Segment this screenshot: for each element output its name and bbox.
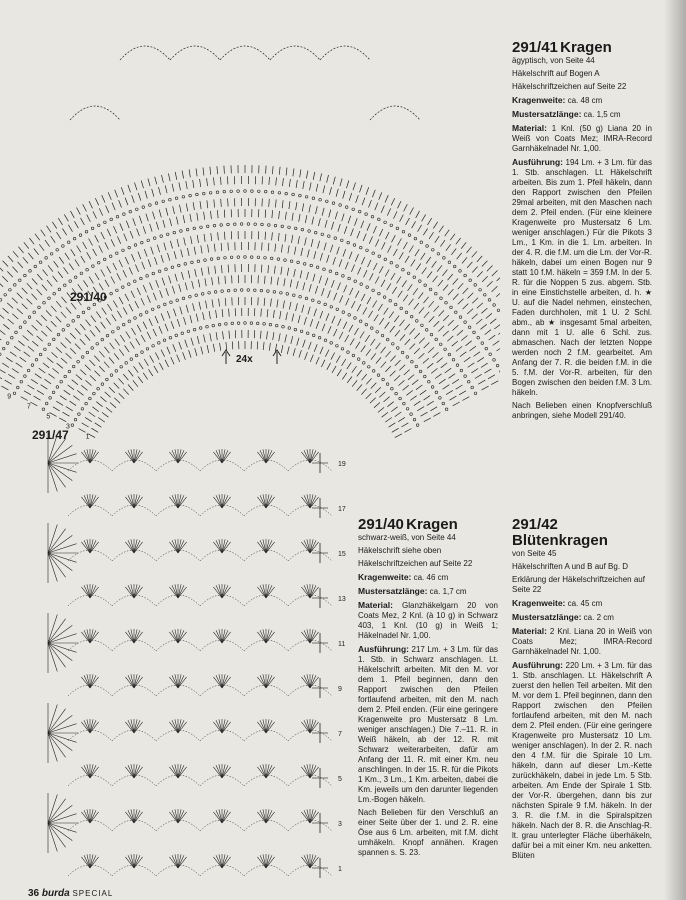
row-number: 7 [338,731,342,738]
pattern-reference: Häkelschrift siehe oben [358,546,442,555]
instructions-label: Ausführung: [512,660,563,670]
row-number: 5 [46,413,51,421]
fan-row [48,703,342,763]
stitch-row [42,289,448,411]
size-label: Kragenweite: [512,95,566,105]
material-label: Material: [358,600,393,610]
repeat-marker: 24x [236,354,253,365]
fan-row [68,674,342,698]
repeat-value: ca. 1,7 cm [429,587,467,596]
row-number: 3 [66,423,70,431]
repeat-value: ca. 2 cm [583,613,614,622]
pattern-reference: Häkelschriften A und B auf Bg. D [512,562,629,571]
page-footer [28,888,113,899]
stitch-row [0,190,500,371]
fan-row [48,613,345,673]
fan-row [68,584,346,608]
size-label: Kragenweite: [512,598,566,608]
size-label: Kragenweite: [358,572,412,582]
row-number: 19 [338,461,346,468]
closing-note: Nach Belieben einen Knopfverschluß anbringen, siehe Modell 291/40. [512,401,652,420]
fan-row [68,854,342,878]
instructions-label: Ausführung: [358,644,409,654]
repeat-label: Mustersatzlänge: [512,612,582,622]
page-edge-shadow [664,0,686,900]
row-number: 3 [338,821,342,828]
size-value: ca. 48 cm [567,96,603,105]
repeat-label: Mustersatzlänge: [512,109,582,119]
article-number: 291/40 [358,516,404,533]
size-value: ca. 46 cm [413,573,449,582]
material-text: Glanzhäkelgarn 20 von Coats Mez, 2 Knl. (à 10 g) in Schwarz 403, 1 Knl. (10 g) in Weiß 1; Häkelnadel Nr. 1,00. [358,601,498,640]
fan-row [48,433,346,493]
row-number: 9 [338,686,342,693]
article-title: Blütenkragen [512,532,608,549]
instructions-label: Ausführung: [512,157,563,167]
collar-diagram-291-47 [48,433,346,878]
page-number: 36 [28,888,40,899]
article-subtitle: schwarz-weiß, von Seite 44 [358,533,456,542]
article-number: 291/42 [512,516,558,533]
material-text: 2 Knl. Liana 20 in Weiß von Coats Mez; IMRA-Record Garnhäkelnadel Nr. 1,00. [512,627,652,656]
row-number: 9 [7,393,12,401]
stitch-row [0,198,500,369]
stitch-row [0,165,500,360]
fan-row [48,523,346,583]
symbols-reference: Häkelschriftzeichen auf Seite 22 [358,559,473,568]
closing-note: Nach Belieben für den Verschluß an einer Seite über der 1. und 2. R. eine Öse aus 6 Lm. arbeiten, mit f.M. dicht umhäkeln. Knopf annähen. Kragen spannen s. S. 23. [358,808,498,857]
row-number: 7 [26,403,31,411]
figure-label-291-40: 291/40 [70,290,107,304]
material-label: Material: [512,626,547,636]
repeat-value: ca. 1,5 cm [583,110,621,119]
material-label: Material: [512,123,547,133]
article-291-41 [512,40,652,424]
row-number: 15 [338,551,346,558]
figure-label-291-47: 291/47 [32,428,69,442]
article-291-42 [512,517,652,864]
pattern-reference: Häkelschrift auf Bogen A [512,69,600,78]
edition-label: SPECIAL [72,889,114,898]
symbols-reference: Häkelschriftzeichen auf Seite 22 [512,82,627,91]
article-subtitle: von Seite 45 [512,549,557,558]
fan-row [48,793,342,853]
stitch-row [0,176,500,358]
repeat-label: Mustersatzlänge: [358,586,428,596]
instructions-text: 217 Lm. + 3 Lm. für das 1. Stb. in Schwarz anschlagen. Lt. Häkelschrift arbeiten. Mit den M. vor dem 1. Pfeil beginnen, dann den Rapport zwischen den Pfeilen fortlaufend arbeiten, mit den M. nach dem 2. Pfeil enden. (Für eine geringere Kragenweite pro Mustersatz 8 Lm. weniger anschlagen.) Die 7.–11. R. in Weiß häkeln, ab der 12. R. mit Schwarz weiterarbeiten, dafür am Anfang der 11. R. mit einer Km. neu anschlingen. In der 15. R. für die Pikots 1 Km., 3 Lm., 1 Km. arbeiten, dabei die Km. jeweils um den darunter liegenden Lm.-Bogen häkeln. [358,645,498,804]
instructions-text: 220 Lm. + 3 Lm. für das 1. Stb. anschlagen. Lt. Häkelschrift A zuerst den hellen Teil arbeiten. Mit den M. vor dem 1. Pfeil beginnen, dann den Rapport zwischen den Pfeilen fortlaufend arbeiten, mit den M. nach dem 2. Pfeil enden. (Für eine geringere Kragenweite pro Mustersatz 10 Lm. weniger anschlagen). In der 2. R. nach den 4 f.M. für die Spirale 10 Lm. häkeln, dann auf dieser Lm.-Kette zurückhäkeln, dabei in jede Lm. 5 Stb. arbeiten. Am Ende der Spirale 1 Stb. der Vor-R. übergehen, dann bis zur nächsten Spirale 9 f.M. häkeln. In der 3. R. die f.M. in die Spiralspitzen häkeln. Nach der 8. R. die Anschlag-R. lt. grau unterlegter Fläche überhäkeln, dafür bei a mit einer Km. neu anketten. Blüten [512,661,652,860]
row-number: 13 [338,596,346,603]
row-number: 1 [85,433,90,441]
size-value: ca. 45 cm [567,599,603,608]
fan-row [68,764,342,788]
article-title: Kragen [560,39,612,56]
article-291-40 [358,517,498,861]
article-subtitle: ägyptisch, von Seite 44 [512,56,595,65]
brand-logo: burda [41,888,70,899]
stitch-row [66,322,419,431]
row-number: 1 [338,866,342,873]
collar-diagram-291-40 [0,46,500,441]
instructions-text: 194 Lm. + 3 Lm. für das 1. Stb. anschlagen. Lt. Häkelschrift arbeiten. Bis zum 1. Pfeil häkeln, dann den Rapport zwischen den Pfeilen 29mal arbeiten, mit den Maschen nach dem 2. Pfeil enden. (Für eine kleinere Kragenweite pro Mustersatz 6 Lm. weniger anschlagen.) Für die Pikots 3 Lm., 1 Km. in die 1. Lm. arbeiten. In der 4. R. die f.M. um die Lm. der Vor-R. häkeln, dabei um einen Bogen nur 9 statt 10 f.M. häkeln = 359 f.M. In der 5. R. für die Noppen 5 zus. abgem. Stb. in eine Einstichstelle arbeiten, d. h. ★ U. auf die Nadel nehmen, einstechen, Faden durchholen, mit 1 U. 2 Schl. abm., ab ★ insgesamt 5mal arbeiten, dann mit 1 U. alle 6 Schl. zus. abmaschen. Nach der letzten Noppe werden noch 2 f.M. gearbeitet. Am Anfang der 7. R. die beiden f.M. in die 5. f.M. der Vor-R. arbeiten, für den Bogen zwischen den beiden f.M. 3 Lm. häkeln. [512,158,652,397]
row-number: 17 [338,506,346,513]
material-text: 1 Knl. (50 g) Liana 20 in Weiß von Coats Mez; IMRA-Record Garnhäkelnadel Nr. 1,00. [512,124,652,153]
article-title: Kragen [406,516,458,533]
row-number: 11 [338,641,346,648]
article-number: 291/41 [512,39,558,56]
stitch-row [21,264,470,401]
fan-row [68,494,346,518]
row-number: 5 [338,776,342,783]
symbols-reference: Erklärung der Häkelschriftzeichen auf Seite 22 [512,575,645,594]
